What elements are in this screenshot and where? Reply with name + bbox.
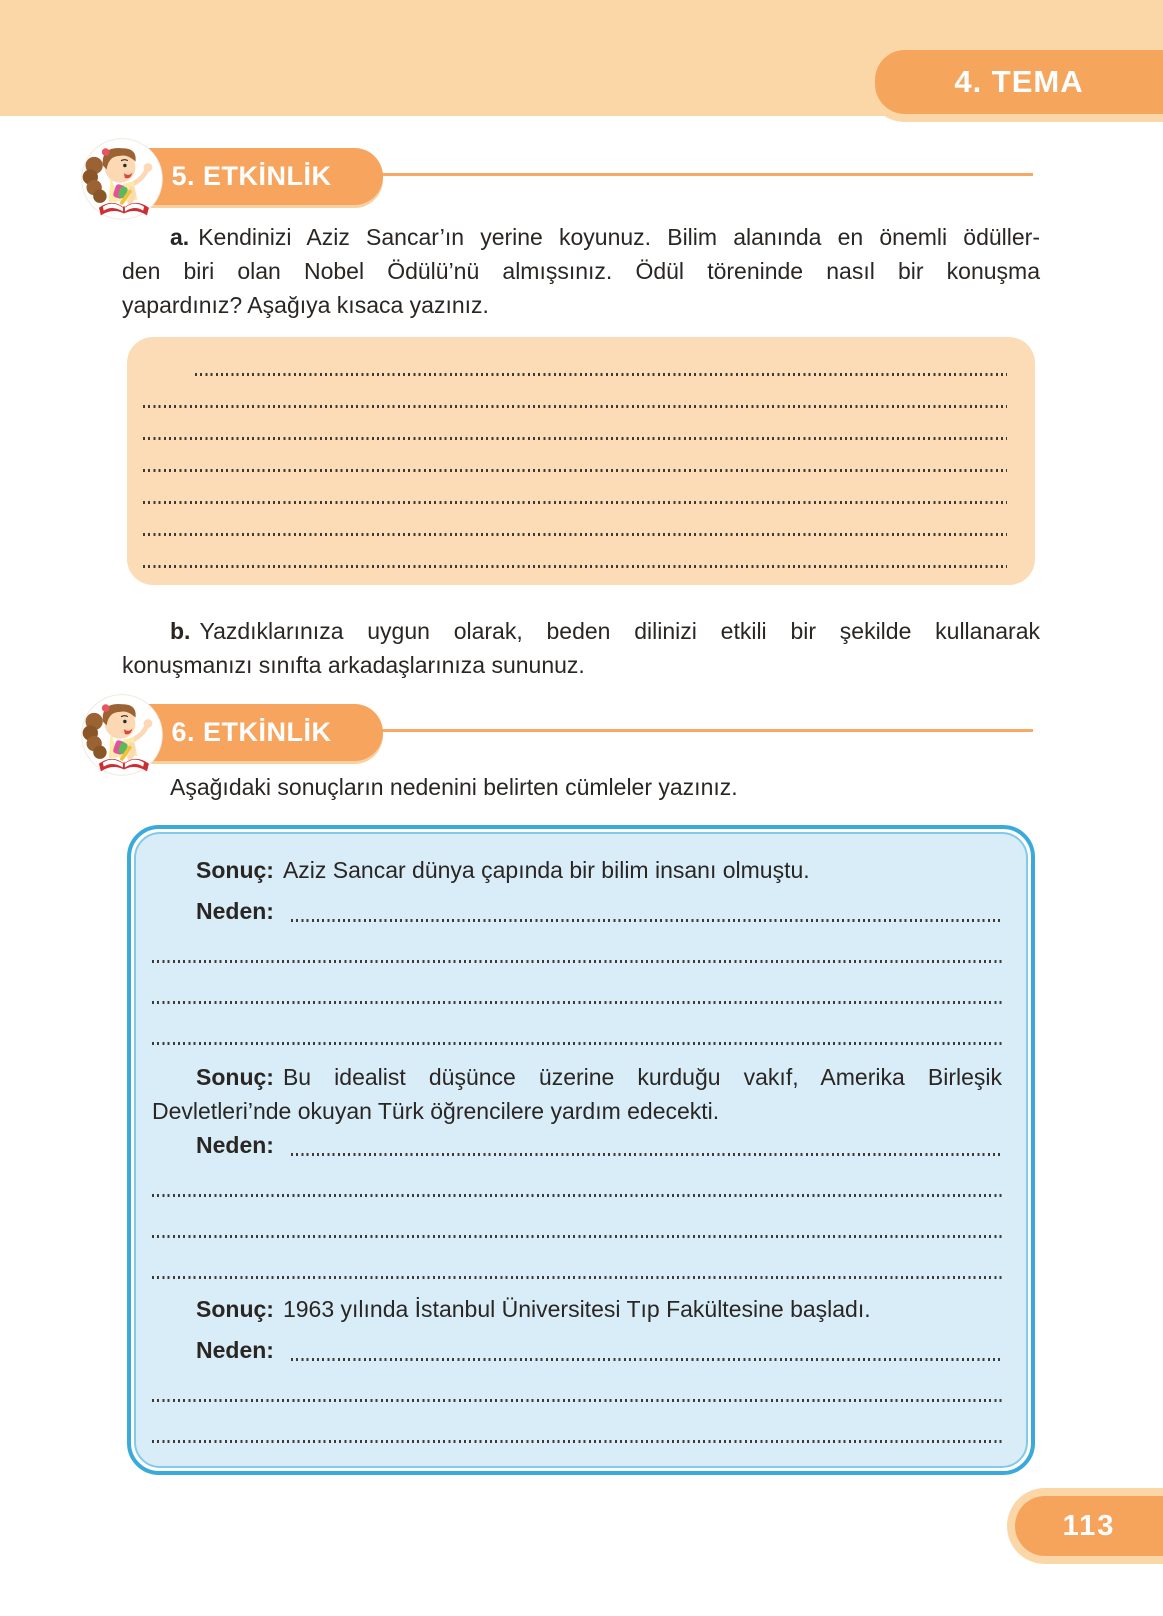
part-a-label: a. (170, 224, 190, 250)
tema-badge-inner (875, 50, 1163, 114)
part-b-label: b. (170, 618, 191, 644)
page-number: 113 (1062, 1509, 1116, 1542)
write-line (152, 1371, 1002, 1412)
part-a-line-3: yapardınız? Aşağıya kısaca yazınız. (122, 292, 489, 318)
write-line (152, 1014, 1002, 1055)
write-line (152, 1248, 1002, 1289)
write-line (291, 891, 1002, 932)
write-line (152, 1166, 1002, 1207)
neden-label: Neden: (196, 1337, 274, 1363)
write-line (291, 1125, 1002, 1166)
part-a-paragraph (122, 220, 1040, 322)
activity5-header (0, 130, 1163, 226)
write-line (291, 1330, 1002, 1371)
activity6-header (0, 686, 1163, 782)
page-number-badge-inner (1015, 1496, 1163, 1556)
cause-effect-box (127, 825, 1035, 1475)
sonuc-row: Sonuç: Aziz Sancar dünya çapında bir bilim insanı olmuştu. (196, 857, 810, 883)
write-line (152, 1453, 1002, 1468)
write-line (143, 447, 1007, 479)
page-number-badge (1007, 1488, 1163, 1564)
top-band (0, 0, 1163, 116)
part-b-paragraph (122, 614, 1040, 682)
write-line (143, 511, 1007, 543)
girl-writing-icon (74, 684, 170, 782)
writing-answer-box (127, 337, 1035, 585)
neden-row (152, 1125, 1002, 1166)
write-line (143, 415, 1007, 447)
neden-row (152, 1330, 1002, 1371)
neden-label: Neden: (196, 1132, 274, 1158)
write-line (152, 932, 1002, 973)
neden-label: Neden: (196, 898, 274, 924)
part-a-line-2: den biri olan Nobel Ödülü’nü almışsınız. Ödül töreninde nasıl bir konuşma (122, 258, 1040, 284)
part-b-line-1: b. Yazdıklarınıza uygun olarak, beden dilinizi etkili bir şekilde kullanarak (170, 618, 1040, 644)
activity6-title: 6. ETKİNLİK (171, 717, 332, 747)
tema-label: 4. TEMA (954, 64, 1084, 99)
header-rule-line (381, 173, 1033, 176)
sonuc-label: Sonuç: (196, 1296, 274, 1322)
write-line (152, 1412, 1002, 1453)
activity5-title: 5. ETKİNLİK (171, 161, 332, 191)
girl-writing-icon (74, 128, 170, 226)
write-line (152, 1207, 1002, 1248)
cause-effect-box-inner (134, 832, 1028, 1468)
neden-row (152, 891, 1002, 932)
write-line (195, 351, 1007, 383)
sonuc-row: Sonuç: 1963 yılında İstanbul Üniversitesi Tıp Fakültesine başladı. (196, 1296, 871, 1322)
write-line (143, 543, 1007, 575)
sonuc-row: Sonuç: Bu idealist düşünce üzerine kurduğu vakıf, Amerika Birleşik Devletleri’nde okuyan Türk öğrencilere yardım edecekti. (152, 1064, 1002, 1124)
activity6-instruction: Aşağıdaki sonuçların nedenini belirten cümleler yazınız. (170, 774, 738, 800)
part-a-line-1: a. Kendinizi Aziz Sancar’ın yerine koyunuz. Bilim alanında en önemli ödüller- (170, 224, 1040, 250)
sonuc-label: Sonuç: (196, 857, 274, 883)
header-rule-line (381, 729, 1033, 732)
write-line (143, 383, 1007, 415)
sonuc-label: Sonuç: (196, 1064, 274, 1090)
write-line (143, 479, 1007, 511)
write-line (152, 973, 1002, 1014)
tema-badge (867, 42, 1163, 122)
part-b-line-2: konuşmanızı sınıfta arkadaşlarınıza sununuz. (122, 652, 585, 678)
